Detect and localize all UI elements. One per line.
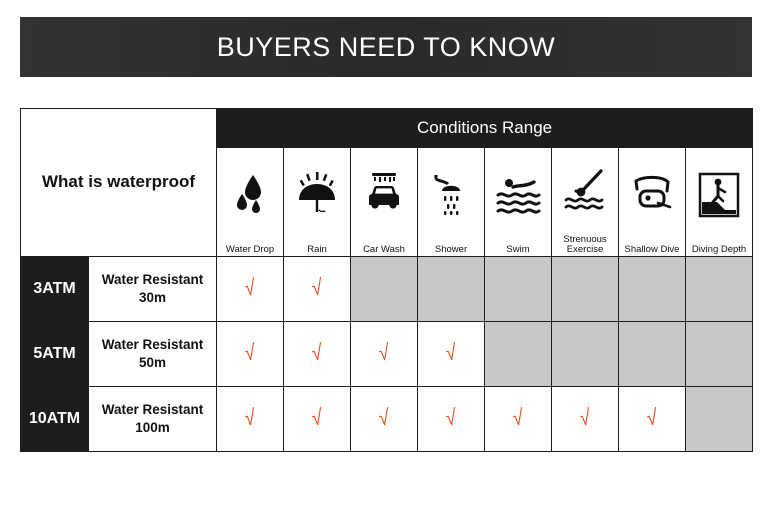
umbrella-rain-icon: [284, 148, 350, 242]
table-row: [21, 387, 753, 452]
cell-3atm-rain: [284, 257, 351, 322]
row-rating: 3ATM: [21, 257, 89, 322]
matrix-table: [20, 108, 753, 452]
condition-label: Shower: [434, 244, 468, 256]
cell-10atm-rain: [284, 387, 351, 452]
check-icon: √: [444, 404, 458, 431]
waterproof-matrix: [20, 108, 752, 452]
banner: [20, 17, 752, 77]
check-icon: √: [243, 404, 257, 431]
condition-header-car-wash: [351, 148, 418, 257]
condition-label: Shallow Dive: [624, 244, 680, 256]
shallow-dive-icon: [619, 148, 685, 242]
conditions-group-label: Conditions Range: [217, 109, 753, 148]
row-header-title: What is waterproof: [21, 109, 217, 257]
condition-header-diving-depth: [686, 148, 753, 257]
check-icon: √: [377, 339, 391, 366]
cell-5atm-strenuous-exercise: [552, 322, 619, 387]
cell-5atm-diving-depth: [686, 322, 753, 387]
cell-3atm-shower: [418, 257, 485, 322]
check-icon: √: [243, 274, 257, 301]
cell-3atm-swim: [485, 257, 552, 322]
condition-header-shower: [418, 148, 485, 257]
cell-10atm-diving-depth: [686, 387, 753, 452]
check-icon: √: [310, 339, 324, 366]
check-icon: √: [377, 404, 391, 431]
cell-3atm-shallow-dive: [619, 257, 686, 322]
check-icon: √: [310, 404, 324, 431]
check-icon: √: [310, 274, 324, 301]
row-description: Water Resistant 100m: [89, 387, 217, 452]
water-drop-icon: [217, 148, 283, 242]
table-header-row-group: [21, 109, 753, 148]
row-description: Water Resistant 30m: [89, 257, 217, 322]
condition-label: Car Wash: [363, 244, 405, 256]
cell-5atm-water-drop: [217, 322, 284, 387]
row-rating: 5ATM: [21, 322, 89, 387]
row-rating: 10ATM: [21, 387, 89, 452]
check-icon: √: [511, 404, 525, 431]
condition-header-water-drop: [217, 148, 284, 257]
condition-header-swim: [485, 148, 552, 257]
cell-5atm-swim: [485, 322, 552, 387]
table-row: [21, 257, 753, 322]
check-icon: √: [645, 404, 659, 431]
cell-5atm-shower: [418, 322, 485, 387]
condition-header-strenuous-exercise: [552, 148, 619, 257]
cell-10atm-strenuous-exercise: [552, 387, 619, 452]
cell-3atm-water-drop: [217, 257, 284, 322]
cell-10atm-shower: [418, 387, 485, 452]
condition-label: Water Drop: [225, 244, 275, 256]
condition-label: Strenuous Exercise: [563, 233, 607, 256]
strenuous-exercise-icon: [552, 148, 618, 232]
check-icon: √: [444, 339, 458, 366]
swimmer-icon: [485, 148, 551, 242]
check-icon: √: [578, 404, 592, 431]
cell-3atm-diving-depth: [686, 257, 753, 322]
cell-5atm-car-wash: [351, 322, 418, 387]
page-title: BUYERS NEED TO KNOW: [216, 31, 556, 62]
cell-5atm-shallow-dive: [619, 322, 686, 387]
condition-label: Diving Depth: [691, 244, 747, 256]
car-wash-icon: [351, 148, 417, 242]
cell-3atm-strenuous-exercise: [552, 257, 619, 322]
cell-10atm-water-drop: [217, 387, 284, 452]
condition-label: Rain: [307, 244, 327, 256]
shower-icon: [418, 148, 484, 242]
condition-label: Swim: [506, 244, 530, 256]
cell-5atm-rain: [284, 322, 351, 387]
condition-header-rain: [284, 148, 351, 257]
diving-depth-icon: [686, 148, 752, 242]
cell-10atm-shallow-dive: [619, 387, 686, 452]
cell-3atm-car-wash: [351, 257, 418, 322]
cell-10atm-car-wash: [351, 387, 418, 452]
cell-10atm-swim: [485, 387, 552, 452]
check-icon: √: [243, 339, 257, 366]
table-row: [21, 322, 753, 387]
row-description: Water Resistant 50m: [89, 322, 217, 387]
condition-header-shallow-dive: [619, 148, 686, 257]
